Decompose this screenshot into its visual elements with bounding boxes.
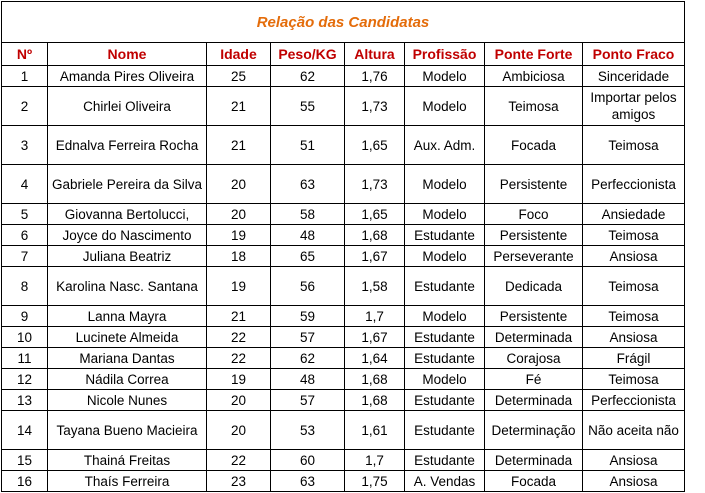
header-name: Nome [48,43,207,66]
cell-age: 19 [207,267,271,306]
cell-age: 21 [207,87,271,126]
cell-profession: A. Vendas [405,471,485,492]
cell-weight: 57 [271,390,345,411]
cell-strength: Dedicada [485,267,583,306]
cell-height: 1,73 [345,165,405,204]
cell-weakness: Teimosa [583,306,685,327]
cell-height: 1,67 [345,246,405,267]
cell-profession: Modelo [405,165,485,204]
cell-name: Lanna Mayra [48,306,207,327]
table-row [2,450,685,471]
cell-name: Tayana Bueno Macieira [48,411,207,450]
cell-age: 19 [207,369,271,390]
header-weakness: Ponto Fraco [583,43,685,66]
cell-profession: Aux. Adm. [405,126,485,165]
cell-number: 13 [2,390,48,411]
cell-weight: 56 [271,267,345,306]
cell-strength: Determinada [485,390,583,411]
cell-profession: Estudante [405,348,485,369]
header-profession: Profissão [405,43,485,66]
cell-weight: 65 [271,246,345,267]
cell-number: 3 [2,126,48,165]
cell-strength: Determinação [485,411,583,450]
cell-height: 1,7 [345,306,405,327]
table-row [2,390,685,411]
cell-weakness: Não aceita não [583,411,685,450]
cell-weakness: Ansiosa [583,327,685,348]
cell-strength: Corajosa [485,348,583,369]
cell-weight: 63 [271,471,345,492]
cell-age: 21 [207,126,271,165]
cell-age: 22 [207,450,271,471]
cell-weakness: Teimosa [583,225,685,246]
cell-height: 1,73 [345,87,405,126]
table-row [2,306,685,327]
cell-name: Juliana Beatriz [48,246,207,267]
cell-weight: 58 [271,204,345,225]
cell-name: Giovanna Bertolucci, [48,204,207,225]
cell-name: Amanda Pires Oliveira [48,66,207,87]
table-row [2,246,685,267]
cell-weight: 62 [271,348,345,369]
cell-weakness: Perfeccionista [583,390,685,411]
cell-number: 1 [2,66,48,87]
cell-strength: Ambiciosa [485,66,583,87]
cell-strength: Focada [485,126,583,165]
cell-weight: 53 [271,411,345,450]
cell-weakness: Frágil [583,348,685,369]
cell-weight: 59 [271,306,345,327]
cell-age: 21 [207,306,271,327]
cell-strength: Determinada [485,327,583,348]
cell-profession: Modelo [405,204,485,225]
cell-age: 20 [207,165,271,204]
cell-name: Chirlei Oliveira [48,87,207,126]
cell-number: 16 [2,471,48,492]
cell-strength: Persistente [485,306,583,327]
cell-age: 22 [207,327,271,348]
cell-weight: 55 [271,87,345,126]
header-age: Idade [207,43,271,66]
cell-age: 23 [207,471,271,492]
cell-height: 1,65 [345,204,405,225]
cell-strength: Persistente [485,165,583,204]
cell-age: 20 [207,390,271,411]
cell-height: 1,7 [345,450,405,471]
cell-number: 14 [2,411,48,450]
cell-weakness: Teimosa [583,369,685,390]
cell-number: 12 [2,369,48,390]
cell-profession: Modelo [405,66,485,87]
cell-strength: Perseverante [485,246,583,267]
cell-profession: Estudante [405,450,485,471]
cell-profession: Estudante [405,267,485,306]
cell-strength: Persistente [485,225,583,246]
cell-weakness: Importar pelos amigos [583,87,685,126]
cell-weakness: Sinceridade [583,66,685,87]
cell-weight: 48 [271,369,345,390]
cell-weakness: Teimosa [583,267,685,306]
cell-number: 4 [2,165,48,204]
cell-age: 18 [207,246,271,267]
cell-height: 1,75 [345,471,405,492]
cell-age: 22 [207,348,271,369]
cell-height: 1,64 [345,348,405,369]
table-row [2,369,685,390]
cell-age: 20 [207,204,271,225]
cell-name: Ednalva Ferreira Rocha [48,126,207,165]
table-row [2,225,685,246]
cell-weakness: Ansiosa [583,450,685,471]
cell-name: Thainá Freitas [48,450,207,471]
table-row [2,204,685,225]
table-row [2,411,685,450]
cell-strength: Foco [485,204,583,225]
cell-height: 1,61 [345,411,405,450]
cell-weight: 51 [271,126,345,165]
cell-number: 8 [2,267,48,306]
cell-weakness: Teimosa [583,126,685,165]
cell-weight: 62 [271,66,345,87]
cell-number: 10 [2,327,48,348]
cell-profession: Estudante [405,411,485,450]
cell-name: Nicole Nunes [48,390,207,411]
cell-height: 1,68 [345,369,405,390]
cell-height: 1,68 [345,390,405,411]
cell-strength: Teimosa [485,87,583,126]
header-height: Altura [345,43,405,66]
table-row [2,327,685,348]
cell-number: 11 [2,348,48,369]
cell-profession: Modelo [405,246,485,267]
table-row [2,126,685,165]
table-row [2,165,685,204]
cell-name: Joyce do Nascimento [48,225,207,246]
cell-name: Karolina Nasc. Santana [48,267,207,306]
cell-number: 9 [2,306,48,327]
table-row [2,348,685,369]
cell-profession: Estudante [405,225,485,246]
cell-name: Gabriele Pereira da Silva [48,165,207,204]
cell-weakness: Ansiosa [583,246,685,267]
cell-strength: Fé [485,369,583,390]
cell-number: 7 [2,246,48,267]
cell-name: Lucinete Almeida [48,327,207,348]
cell-name: Mariana Dantas [48,348,207,369]
cell-weakness: Ansiosa [583,471,685,492]
cell-weakness: Perfeccionista [583,165,685,204]
table-title: Relação das Candidatas [2,2,685,43]
table-row [2,471,685,492]
cell-profession: Modelo [405,87,485,126]
cell-height: 1,65 [345,126,405,165]
table-row [2,267,685,306]
cell-name: Thaís Ferreira [48,471,207,492]
cell-number: 6 [2,225,48,246]
cell-age: 25 [207,66,271,87]
cell-name: Nádila Correa [48,369,207,390]
cell-weight: 57 [271,327,345,348]
cell-strength: Determinada [485,450,583,471]
cell-age: 19 [207,225,271,246]
cell-profession: Modelo [405,369,485,390]
header-strength: Ponte Forte [485,43,583,66]
cell-profession: Estudante [405,327,485,348]
cell-height: 1,68 [345,225,405,246]
cell-age: 20 [207,411,271,450]
candidates-table [1,1,685,492]
header-weight: Peso/KG [271,43,345,66]
cell-number: 2 [2,87,48,126]
header-number: Nº [2,43,48,66]
cell-profession: Modelo [405,306,485,327]
cell-weight: 63 [271,165,345,204]
cell-strength: Focada [485,471,583,492]
cell-weight: 60 [271,450,345,471]
cell-profession: Estudante [405,390,485,411]
cell-height: 1,58 [345,267,405,306]
cell-number: 15 [2,450,48,471]
table-row [2,66,685,87]
cell-height: 1,67 [345,327,405,348]
cell-weakness: Ansiedade [583,204,685,225]
cell-weight: 48 [271,225,345,246]
cell-height: 1,76 [345,66,405,87]
cell-number: 5 [2,204,48,225]
table-row [2,87,685,126]
